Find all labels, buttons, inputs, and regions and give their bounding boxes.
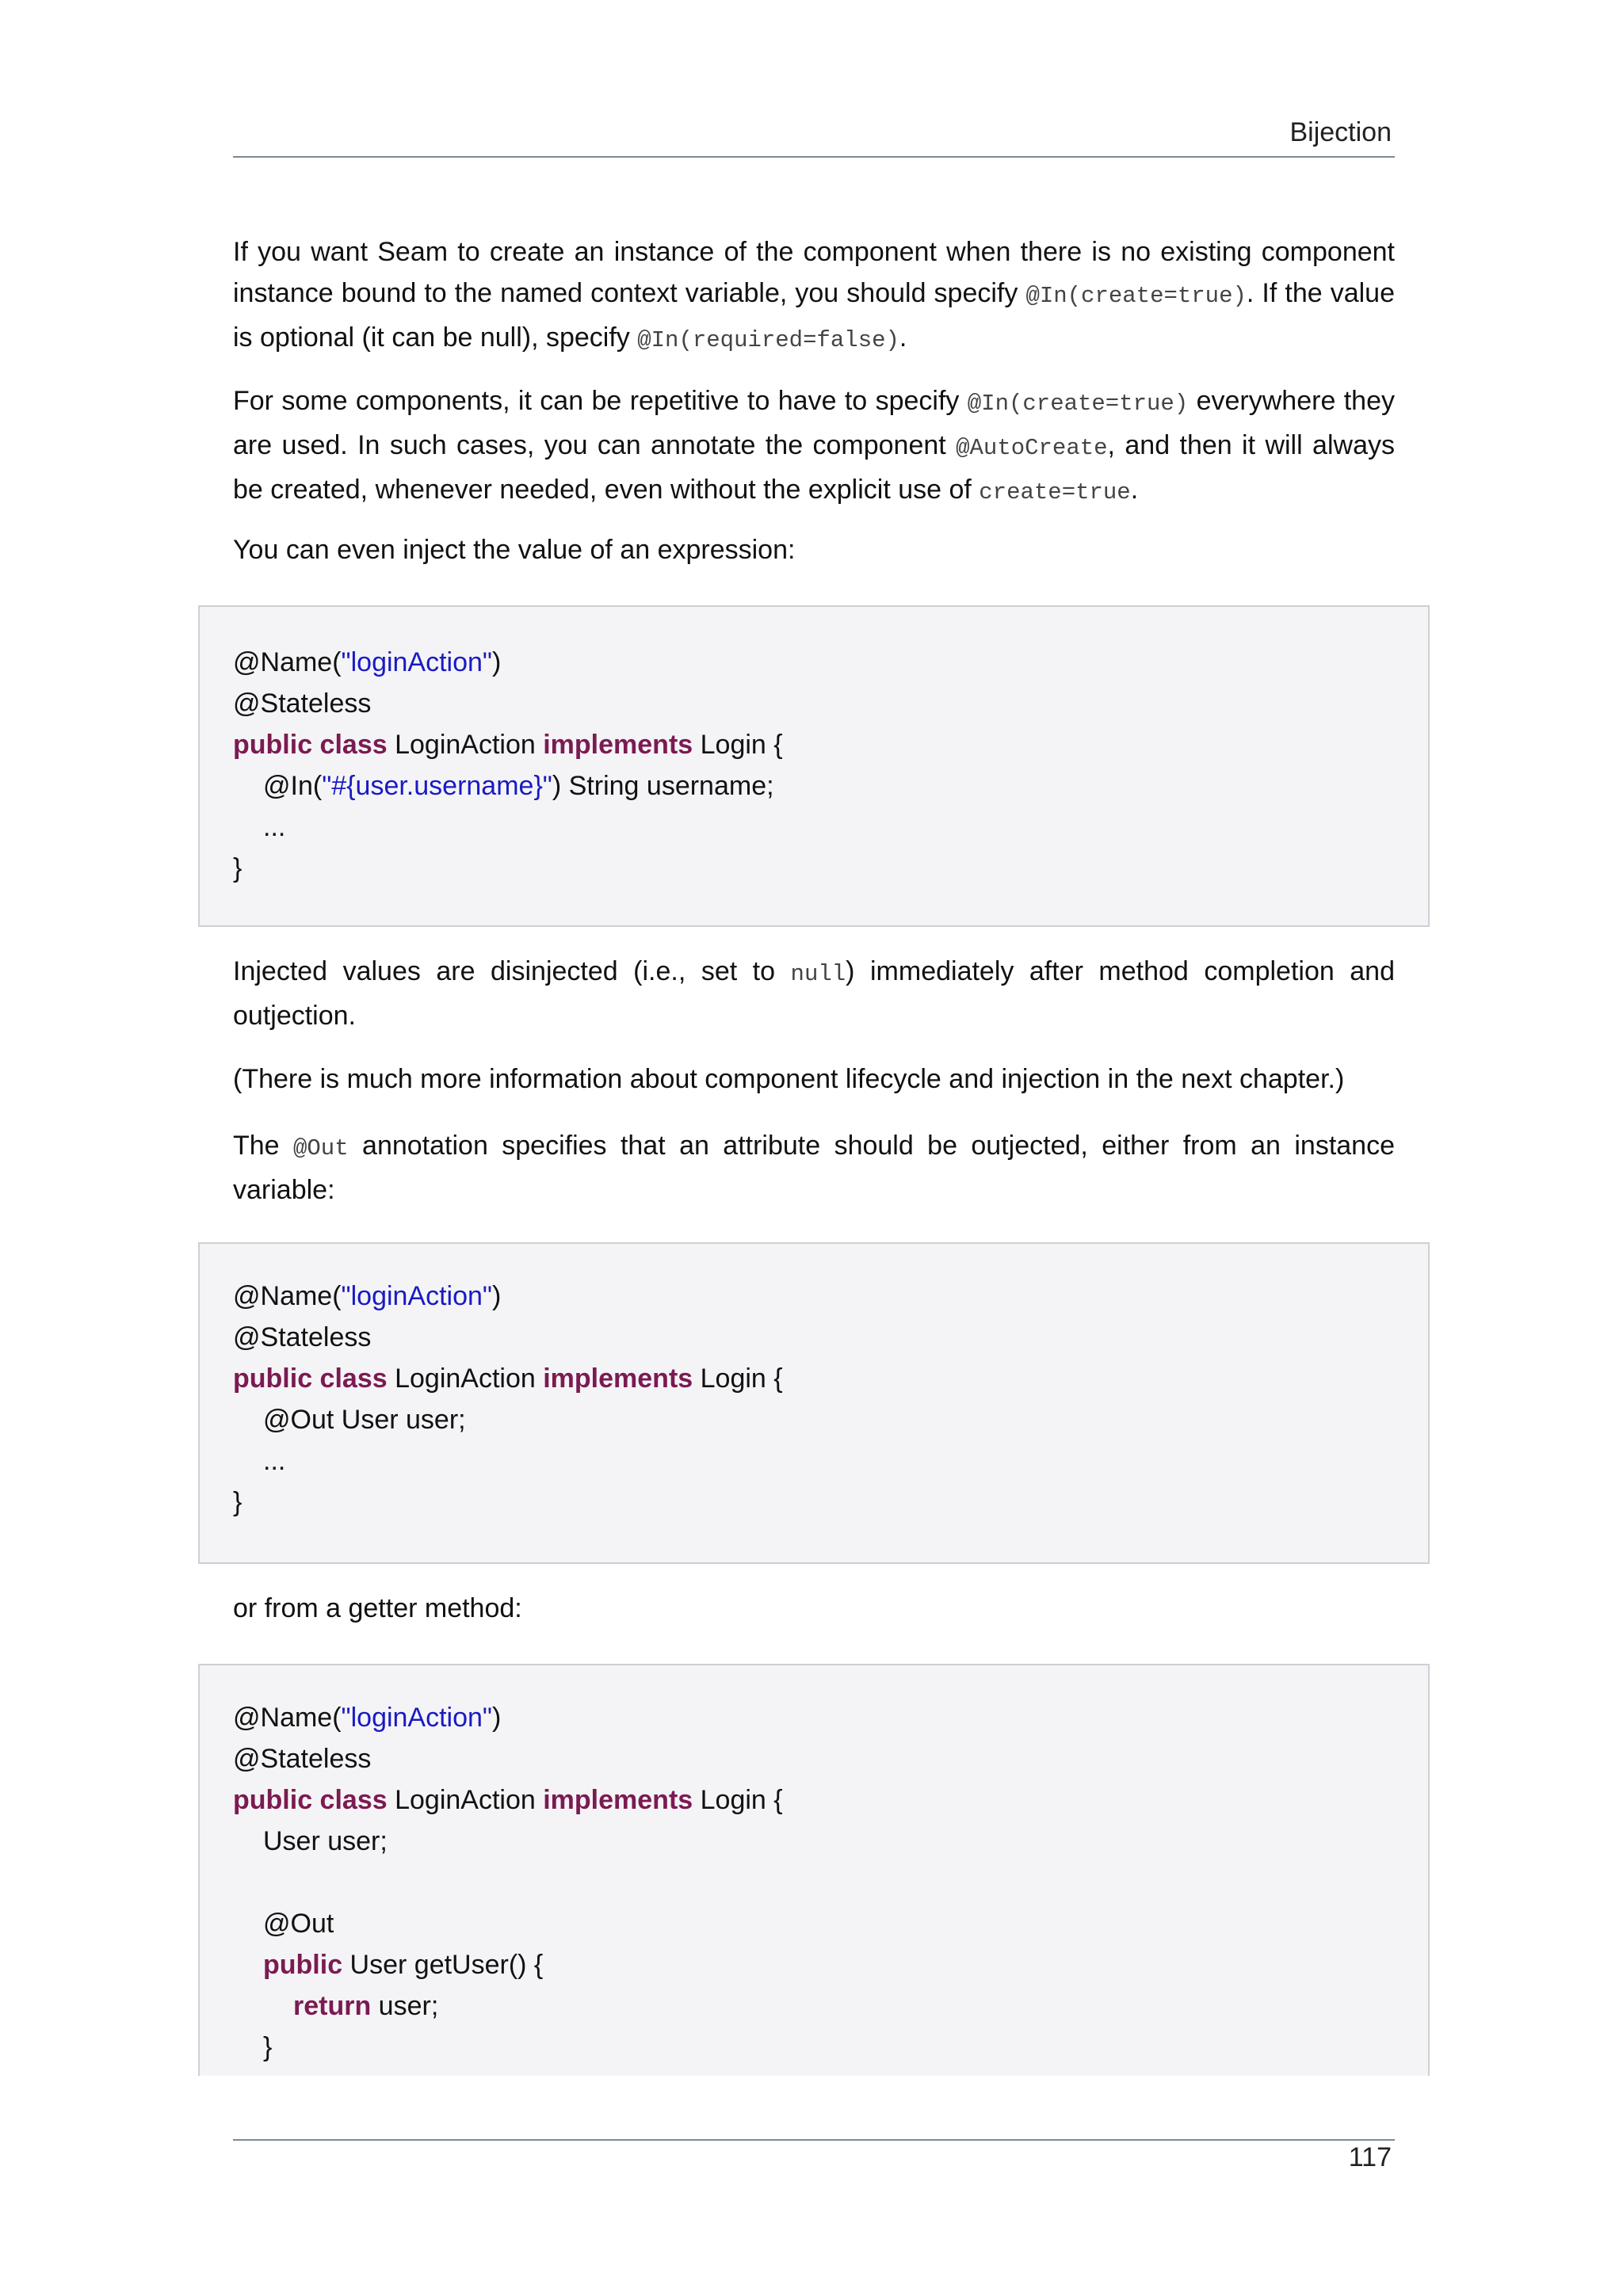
code-line: } bbox=[263, 2032, 273, 2062]
code-line: @In("#{user.username}") String username; bbox=[263, 771, 774, 801]
text: . If the value is optional (it can be null), specify bbox=[233, 278, 1395, 353]
code-block-inject bbox=[198, 605, 1430, 927]
code-line: @Stateless bbox=[233, 1744, 372, 1774]
code-line: @Name("loginAction") bbox=[233, 647, 502, 677]
code-line: public class LoginAction implements Login { bbox=[233, 730, 783, 760]
code-line: @Name("loginAction") bbox=[233, 1281, 502, 1311]
text: Injected values are disinjected (i.e., set to bbox=[233, 956, 791, 986]
code-line: public User getUser() { bbox=[263, 1950, 544, 1980]
code-line: } bbox=[233, 853, 242, 883]
paragraph-create-instance bbox=[233, 231, 1395, 361]
page-number: 117 bbox=[1348, 2142, 1392, 2172]
code-line: User user; bbox=[263, 1826, 388, 1856]
code-line: @Name("loginAction") bbox=[233, 1703, 502, 1733]
code-line: @Stateless bbox=[233, 688, 372, 719]
code-line: return user; bbox=[293, 1991, 439, 2021]
inline-code: @Out bbox=[293, 1135, 349, 1161]
paragraph-inject-expression: You can even inject the value of an expression: bbox=[233, 535, 796, 565]
inline-code: @In(required=false) bbox=[637, 327, 899, 353]
text: everywhere they are used. In such cases, you can annotate the component bbox=[233, 386, 1395, 460]
inline-code: @AutoCreate bbox=[956, 435, 1108, 461]
code-line: ... bbox=[263, 812, 286, 842]
running-header: Bijection bbox=[1289, 117, 1392, 147]
code-line: public class LoginAction implements Login { bbox=[233, 1363, 783, 1394]
code-block-outject-field bbox=[198, 1242, 1430, 1564]
code-block-outject-getter bbox=[198, 1664, 1430, 2076]
code-line: @Stateless bbox=[233, 1322, 372, 1352]
paragraph-autocreate bbox=[233, 380, 1395, 513]
paragraph-out-annotation bbox=[233, 1125, 1395, 1211]
inline-code: null bbox=[790, 961, 846, 987]
paragraph-lifecycle-note: (There is much more information about component lifecycle and injection in the next chapter.) bbox=[233, 1064, 1345, 1094]
paragraph-getter-method: or from a getter method: bbox=[233, 1593, 522, 1623]
text: The bbox=[233, 1131, 293, 1161]
text: . bbox=[1130, 475, 1139, 505]
paragraph-disinjected bbox=[233, 951, 1395, 1036]
code-line: } bbox=[233, 1487, 242, 1517]
text: For some components, it can be repetitive to have to specify bbox=[233, 386, 968, 416]
text: , and then it will always be created, whenever needed, even without the explicit use of bbox=[233, 430, 1395, 505]
header-divider bbox=[233, 156, 1395, 158]
text: annotation specifies that an attribute should be outjected, either from an instance variable: bbox=[233, 1131, 1395, 1205]
footer-divider bbox=[233, 2139, 1395, 2141]
code-line: @Out User user; bbox=[263, 1405, 466, 1435]
text: . bbox=[899, 322, 907, 353]
inline-code: @In(create=true) bbox=[1025, 283, 1247, 309]
text: If you want Seam to create an instance of the component when there is no existing component instance bound to the named context variable, you should specify bbox=[233, 237, 1395, 308]
code-line: ... bbox=[263, 1446, 286, 1476]
text: ) immediately after method completion and outjection. bbox=[233, 956, 1396, 1031]
code-line: public class LoginAction implements Login { bbox=[233, 1785, 783, 1815]
inline-code: create=true bbox=[979, 479, 1131, 505]
inline-code: @In(create=true) bbox=[967, 391, 1189, 417]
code-line: @Out bbox=[263, 1909, 334, 1939]
